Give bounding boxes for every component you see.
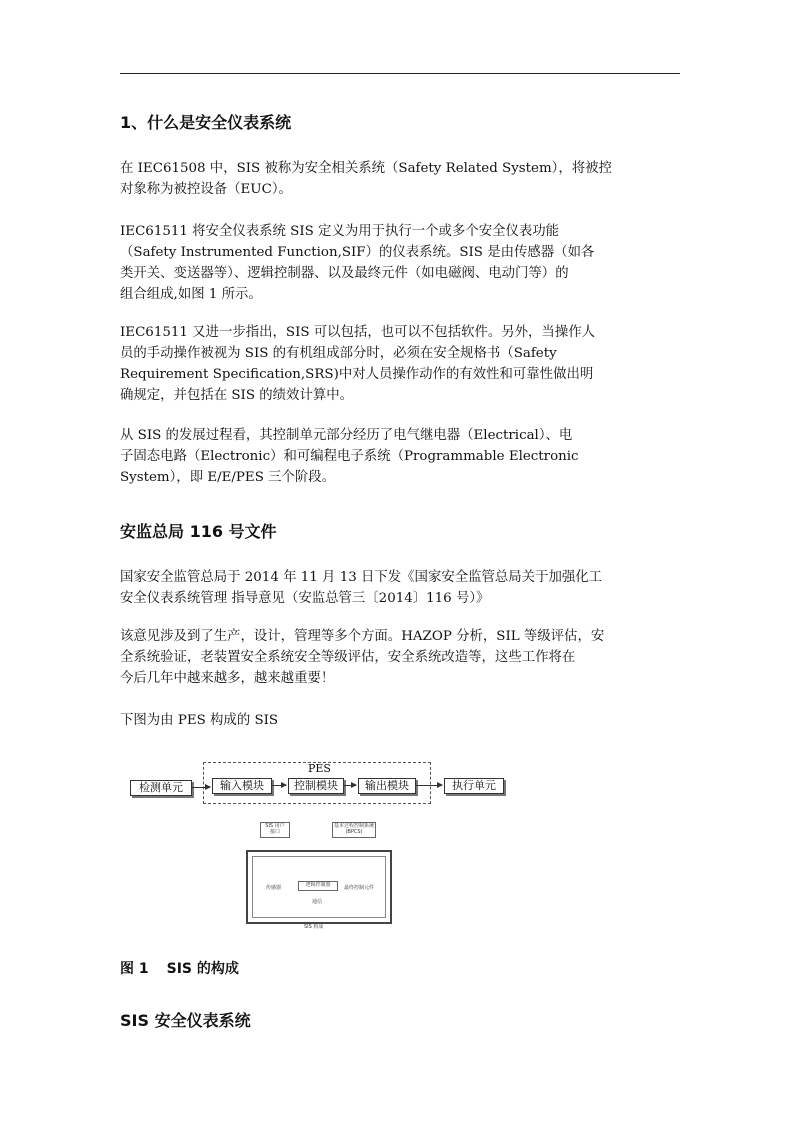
text-line: 今后几年中越来越多，越来越重要！ <box>120 671 335 686</box>
paragraph-sis-development <box>120 425 680 488</box>
text-line: Requirement Specification,SRS)中对人员操作动作的有效性和可靠性做出明 <box>120 367 594 382</box>
paragraph-notice <box>120 567 680 609</box>
text-line: 子固态电路（Electronic）和可编程电子系统（Programmable Electronic <box>120 449 579 464</box>
text-line: 安全仪表系统管理 指导意见（安监总管三〔2014〕116 号）》 <box>120 591 490 606</box>
paragraph-iec61508 <box>120 158 680 200</box>
pes-label: PES <box>308 762 331 775</box>
section-heading-2: 安监总局 116 号文件 <box>120 522 277 541</box>
sis-frame <box>246 850 392 924</box>
sis-user-interface-box: SIS 用户 接口 <box>260 822 290 838</box>
paragraph-iec61511-software <box>120 322 680 406</box>
text-line: IEC61511 将安全仪表系统 SIS 定义为用于执行一个或多个安全仪表功能 <box>120 224 560 239</box>
text-line: 员的手动操作被视为 SIS 的有机组成部分时，必须在安全规格书（Safety <box>120 346 557 361</box>
block-execution-unit: 执行单元 <box>444 778 504 794</box>
header-rule <box>120 73 680 74</box>
block-detection-unit: 检测单元 <box>130 780 192 796</box>
figure-title: SIS 的构成 <box>166 961 239 977</box>
text-line: 组合组成,如图 1 所示。 <box>120 287 262 302</box>
frame-caption: SIS 构成 <box>304 924 324 930</box>
sis-diagram <box>128 760 508 930</box>
arrow-3 <box>344 785 356 786</box>
text-line: 类开关、变送器等）、逻辑控制器、以及最终元件（如电磁阀、电动门等）的 <box>120 266 569 281</box>
text-line: 下图为由 PES 构成的 SIS <box>120 713 279 728</box>
block-control-module: 控制模块 <box>288 778 344 794</box>
paragraph-iec61511-definition <box>120 221 680 305</box>
figure-caption <box>120 958 239 978</box>
inner-sensor-label: 传感器 <box>266 885 282 891</box>
text-line: （Safety Instrumented Function,SIF）的仪表系统。SIS 是由传感器（如各 <box>120 245 595 260</box>
text-line: 确规定，并包括在 SIS 的绩效计算中。 <box>120 388 354 403</box>
text-line: 从 SIS 的发展过程看，其控制单元部分经历了电气继电器（Electrical）、电 <box>120 428 573 443</box>
section-heading-1: 1、什么是安全仪表系统 <box>120 113 292 132</box>
text-line: 国家安全监管总局于 2014 年 11 月 13 日下发《国家安全监管总局关于加强化工 <box>120 570 603 585</box>
text-line: 对象称为被控设备（EUC）。 <box>120 182 292 197</box>
figure-label: 图 1 <box>120 961 149 977</box>
text-line: 该意见涉及到了生产，设计，管理等多个方面。HAZOP 分析，SIL 等级评估，安 <box>120 629 605 644</box>
paragraph-scope <box>120 626 680 689</box>
arrow-1 <box>192 787 210 788</box>
text-line: System），即 E/E/PES 三个阶段。 <box>120 470 336 485</box>
inner-comm-label: 通信 <box>312 899 323 905</box>
bpcs-box: 基本过程控制系统 (BPCS) <box>332 822 376 838</box>
arrow-4 <box>416 785 442 786</box>
text-line: IEC61511 又进一步指出，SIS 可以包括，也可以不包括软件。另外，当操作人 <box>120 325 595 340</box>
arrow-2 <box>272 785 286 786</box>
block-input-module: 输入模块 <box>212 778 272 794</box>
paragraph-figure-intro <box>120 710 680 731</box>
text-line: 在 IEC61508 中，SIS 被称为安全相关系统（Safety Related System），将被控 <box>120 161 612 176</box>
inner-final-element-label: 最终控制元件 <box>344 885 375 891</box>
text-line: 全系统验证，老装置安全系统安全等级评估，安全系统改造等，这些工作将在 <box>120 650 576 665</box>
block-output-module: 输出模块 <box>358 778 416 794</box>
inner-logic-box: 逻辑控制器 <box>298 881 338 891</box>
section-heading-3: SIS 安全仪表系统 <box>120 1011 251 1030</box>
